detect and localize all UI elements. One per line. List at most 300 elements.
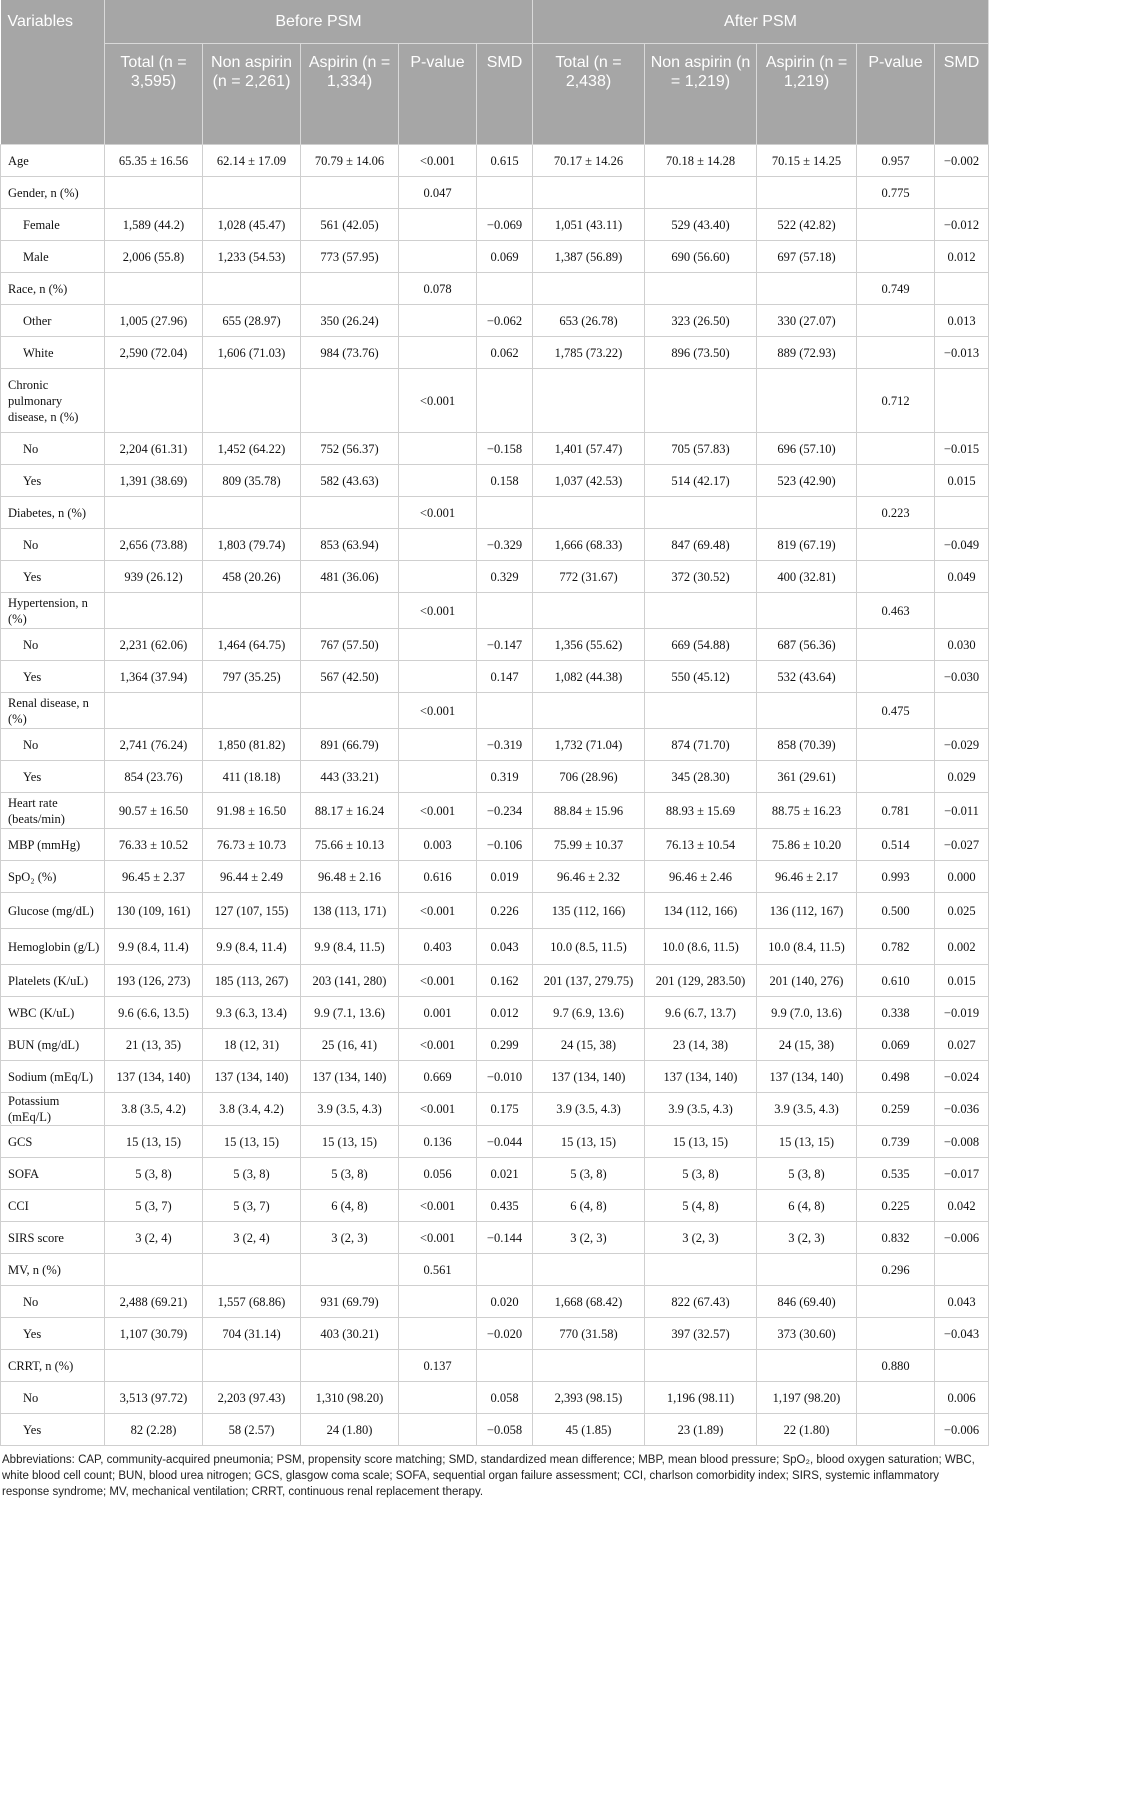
before-smd-cell: −0.010 [477,1061,533,1093]
before-total-cell: 130 (109, 161) [105,893,203,929]
after-total-cell: 88.84 ± 15.96 [533,793,645,829]
after-non-aspirin-cell: 137 (134, 140) [645,1061,757,1093]
after-aspirin-cell: 373 (30.60) [757,1318,857,1350]
row-label: Potassium (mEq/L) [1,1093,105,1126]
after-aspirin-cell: 532 (43.64) [757,661,857,693]
after-p-value-cell: 0.463 [857,593,935,629]
before-non-aspirin-cell [203,1254,301,1286]
row-label: Male [1,241,105,273]
before-smd-cell: 0.020 [477,1286,533,1318]
before-smd-cell: 0.319 [477,761,533,793]
after-p-value-cell [857,1414,935,1446]
after-smd-cell: −0.006 [935,1414,989,1446]
table-row [1,1222,989,1254]
after-p-value-cell: 0.475 [857,693,935,729]
before-p-value-cell [399,729,477,761]
after-smd-cell: 0.015 [935,965,989,997]
after-smd-cell [935,1254,989,1286]
before-aspirin-cell [301,593,399,629]
before-p-value-cell: 0.137 [399,1350,477,1382]
after-non-aspirin-cell [645,1254,757,1286]
before-p-value-cell [399,629,477,661]
row-label: BUN (mg/dL) [1,1029,105,1061]
table-row [1,893,989,929]
before-non-aspirin-cell: 1,452 (64.22) [203,433,301,465]
before-aspirin-cell: 25 (16, 41) [301,1029,399,1061]
before-total-cell [105,1254,203,1286]
after-p-value-cell [857,629,935,661]
after-aspirin-cell: 24 (15, 38) [757,1029,857,1061]
before-smd-cell: 0.175 [477,1093,533,1126]
table-row [1,1414,989,1446]
before-p-value-cell [399,337,477,369]
before-aspirin-cell: 350 (26.24) [301,305,399,337]
header-variables: Variables [1,0,105,145]
before-p-value-cell: <0.001 [399,1093,477,1126]
table-row [1,1158,989,1190]
before-p-value-cell [399,1414,477,1446]
after-smd-cell: −0.015 [935,433,989,465]
after-p-value-cell [857,305,935,337]
before-non-aspirin-cell [203,273,301,305]
row-label: Renal disease, n (%) [1,693,105,729]
after-aspirin-cell [757,177,857,209]
before-non-aspirin-cell: 96.44 ± 2.49 [203,861,301,893]
before-aspirin-cell: 891 (66.79) [301,729,399,761]
before-non-aspirin-cell: 15 (13, 15) [203,1126,301,1158]
before-aspirin-cell: 9.9 (7.1, 13.6) [301,997,399,1029]
after-p-value-cell: 0.957 [857,145,935,177]
table-row [1,593,989,629]
row-label: Yes [1,1414,105,1446]
after-total-cell: 24 (15, 38) [533,1029,645,1061]
after-p-value-cell: 0.069 [857,1029,935,1061]
row-label: SOFA [1,1158,105,1190]
before-aspirin-cell: 6 (4, 8) [301,1190,399,1222]
after-smd-cell: −0.011 [935,793,989,829]
after-p-value-cell [857,729,935,761]
before-aspirin-cell: 582 (43.63) [301,465,399,497]
before-smd-cell: −0.020 [477,1318,533,1350]
after-smd-cell [935,497,989,529]
table-row [1,337,989,369]
after-aspirin-cell: 22 (1.80) [757,1414,857,1446]
after-p-value-cell [857,241,935,273]
after-non-aspirin-cell [645,593,757,629]
after-non-aspirin-cell: 529 (43.40) [645,209,757,241]
after-total-cell: 135 (112, 166) [533,893,645,929]
after-total-cell [533,369,645,433]
after-non-aspirin-cell [645,693,757,729]
header-after-non-aspirin: Non aspirin (n = 1,219) [645,44,757,145]
after-p-value-cell [857,1382,935,1414]
before-p-value-cell: <0.001 [399,369,477,433]
after-non-aspirin-cell: 3 (2, 3) [645,1222,757,1254]
after-non-aspirin-cell: 372 (30.52) [645,561,757,593]
before-total-cell: 2,741 (76.24) [105,729,203,761]
before-smd-cell: −0.329 [477,529,533,561]
after-total-cell: 1,401 (57.47) [533,433,645,465]
before-non-aspirin-cell: 655 (28.97) [203,305,301,337]
after-smd-cell: 0.043 [935,1286,989,1318]
after-non-aspirin-cell: 705 (57.83) [645,433,757,465]
before-p-value-cell: <0.001 [399,793,477,829]
before-smd-cell: 0.012 [477,997,533,1029]
after-non-aspirin-cell [645,177,757,209]
before-p-value-cell: 0.669 [399,1061,477,1093]
before-non-aspirin-cell: 9.3 (6.3, 13.4) [203,997,301,1029]
before-p-value-cell: <0.001 [399,1029,477,1061]
after-non-aspirin-cell: 1,196 (98.11) [645,1382,757,1414]
after-total-cell [533,593,645,629]
after-p-value-cell: 0.782 [857,929,935,965]
after-total-cell: 1,668 (68.42) [533,1286,645,1318]
after-aspirin-cell: 96.46 ± 2.17 [757,861,857,893]
before-non-aspirin-cell [203,693,301,729]
before-p-value-cell: <0.001 [399,965,477,997]
after-non-aspirin-cell: 10.0 (8.6, 11.5) [645,929,757,965]
after-non-aspirin-cell: 9.6 (6.7, 13.7) [645,997,757,1029]
after-total-cell: 3.9 (3.5, 4.3) [533,1093,645,1126]
after-smd-cell: −0.030 [935,661,989,693]
before-aspirin-cell: 567 (42.50) [301,661,399,693]
before-total-cell: 96.45 ± 2.37 [105,861,203,893]
before-aspirin-cell: 88.17 ± 16.24 [301,793,399,829]
before-smd-cell: 0.299 [477,1029,533,1061]
table-footnote: Abbreviations: CAP, community-acquired pneumonia; PSM, propensity score matching; SMD, standardized mean difference; MBP, mean blood pressure; SpO₂, blood oxygen saturation; WBC, white blood cell count; BUN, blood urea nitrogen; GCS, glasgow coma scale; SOFA, sequential organ failure assessment; CCI, charlson comorbidity index; SIRS, systemic inflammatory response syndrome; MV, mechanical ventilation; CRRT, continuous renal replacement therapy. [2,1454,975,1498]
after-non-aspirin-cell: 5 (4, 8) [645,1190,757,1222]
after-non-aspirin-cell: 550 (45.12) [645,661,757,693]
after-aspirin-cell: 1,197 (98.20) [757,1382,857,1414]
before-aspirin-cell: 931 (69.79) [301,1286,399,1318]
after-non-aspirin-cell [645,273,757,305]
row-label: Hemoglobin (g/L) [1,929,105,965]
before-smd-cell: 0.329 [477,561,533,593]
after-total-cell [533,693,645,729]
before-total-cell: 2,231 (62.06) [105,629,203,661]
after-p-value-cell: 0.296 [857,1254,935,1286]
before-smd-cell: 0.435 [477,1190,533,1222]
before-non-aspirin-cell [203,177,301,209]
before-aspirin-cell [301,1350,399,1382]
after-p-value-cell: 0.500 [857,893,935,929]
table-row [1,529,989,561]
row-label: Other [1,305,105,337]
after-p-value-cell: 0.712 [857,369,935,433]
after-smd-cell: 0.006 [935,1382,989,1414]
after-smd-cell: −0.006 [935,1222,989,1254]
before-total-cell: 82 (2.28) [105,1414,203,1446]
before-p-value-cell [399,465,477,497]
row-label: Heart rate (beats/min) [1,793,105,829]
before-aspirin-cell: 70.79 ± 14.06 [301,145,399,177]
before-smd-cell: 0.058 [477,1382,533,1414]
after-smd-cell: −0.029 [935,729,989,761]
before-p-value-cell: 0.616 [399,861,477,893]
after-non-aspirin-cell: 669 (54.88) [645,629,757,661]
after-aspirin-cell: 696 (57.10) [757,433,857,465]
before-non-aspirin-cell: 1,606 (71.03) [203,337,301,369]
after-p-value-cell: 0.610 [857,965,935,997]
after-aspirin-cell [757,1350,857,1382]
table-row [1,497,989,529]
table-row [1,1254,989,1286]
before-total-cell: 2,488 (69.21) [105,1286,203,1318]
before-aspirin-cell: 3.9 (3.5, 4.3) [301,1093,399,1126]
after-non-aspirin-cell: 397 (32.57) [645,1318,757,1350]
row-label: Glucose (mg/dL) [1,893,105,929]
table-row [1,997,989,1029]
table-row [1,1061,989,1093]
before-total-cell: 137 (134, 140) [105,1061,203,1093]
after-p-value-cell: 0.535 [857,1158,935,1190]
after-non-aspirin-cell: 874 (71.70) [645,729,757,761]
after-aspirin-cell [757,1254,857,1286]
before-p-value-cell: <0.001 [399,893,477,929]
before-non-aspirin-cell: 1,233 (54.53) [203,241,301,273]
after-total-cell: 15 (13, 15) [533,1126,645,1158]
after-total-cell: 1,732 (71.04) [533,729,645,761]
after-smd-cell: −0.049 [935,529,989,561]
after-smd-cell: −0.013 [935,337,989,369]
before-smd-cell: −0.234 [477,793,533,829]
table-row [1,1382,989,1414]
table-row [1,1093,989,1126]
before-p-value-cell: <0.001 [399,497,477,529]
after-total-cell: 1,051 (43.11) [533,209,645,241]
after-non-aspirin-cell: 323 (26.50) [645,305,757,337]
before-p-value-cell [399,661,477,693]
after-non-aspirin-cell: 514 (42.17) [645,465,757,497]
after-non-aspirin-cell: 847 (69.48) [645,529,757,561]
before-non-aspirin-cell: 5 (3, 8) [203,1158,301,1190]
before-smd-cell: 0.019 [477,861,533,893]
table-row [1,629,989,661]
after-p-value-cell [857,209,935,241]
after-aspirin-cell: 136 (112, 167) [757,893,857,929]
before-total-cell [105,1350,203,1382]
before-aspirin-cell [301,1254,399,1286]
after-p-value-cell: 0.749 [857,273,935,305]
after-p-value-cell: 0.498 [857,1061,935,1093]
after-non-aspirin-cell [645,369,757,433]
row-label: CCI [1,1190,105,1222]
table-row [1,829,989,861]
table-row [1,1350,989,1382]
before-non-aspirin-cell: 185 (113, 267) [203,965,301,997]
after-p-value-cell: 0.225 [857,1190,935,1222]
before-smd-cell: 0.158 [477,465,533,497]
before-non-aspirin-cell: 458 (20.26) [203,561,301,593]
before-smd-cell: −0.062 [477,305,533,337]
row-label: Yes [1,465,105,497]
after-total-cell: 2,393 (98.15) [533,1382,645,1414]
before-aspirin-cell: 853 (63.94) [301,529,399,561]
header-after-smd: SMD [935,44,989,145]
before-p-value-cell: <0.001 [399,593,477,629]
before-total-cell: 3,513 (97.72) [105,1382,203,1414]
after-non-aspirin-cell: 15 (13, 15) [645,1126,757,1158]
before-aspirin-cell: 984 (73.76) [301,337,399,369]
before-non-aspirin-cell: 5 (3, 7) [203,1190,301,1222]
before-total-cell: 3 (2, 4) [105,1222,203,1254]
after-smd-cell [935,369,989,433]
after-non-aspirin-cell: 5 (3, 8) [645,1158,757,1190]
after-p-value-cell [857,1318,935,1350]
after-smd-cell: 0.000 [935,861,989,893]
row-label: Platelets (K/uL) [1,965,105,997]
after-aspirin-cell [757,369,857,433]
before-non-aspirin-cell: 809 (35.78) [203,465,301,497]
table-row [1,861,989,893]
before-total-cell: 5 (3, 7) [105,1190,203,1222]
row-label: Gender, n (%) [1,177,105,209]
row-label: Sodium (mEq/L) [1,1061,105,1093]
before-aspirin-cell: 443 (33.21) [301,761,399,793]
before-smd-cell [477,1350,533,1382]
before-p-value-cell [399,1382,477,1414]
before-p-value-cell: <0.001 [399,1190,477,1222]
before-total-cell: 1,364 (37.94) [105,661,203,693]
table-row [1,661,989,693]
after-aspirin-cell: 5 (3, 8) [757,1158,857,1190]
after-non-aspirin-cell: 345 (28.30) [645,761,757,793]
before-non-aspirin-cell [203,593,301,629]
after-smd-cell: −0.024 [935,1061,989,1093]
before-smd-cell [477,369,533,433]
after-aspirin-cell: 88.75 ± 16.23 [757,793,857,829]
after-smd-cell: 0.027 [935,1029,989,1061]
header-row-columns [1,44,989,145]
before-smd-cell: 0.021 [477,1158,533,1190]
after-total-cell: 1,356 (55.62) [533,629,645,661]
after-aspirin-cell: 9.9 (7.0, 13.6) [757,997,857,1029]
before-p-value-cell [399,761,477,793]
before-total-cell: 2,204 (61.31) [105,433,203,465]
before-total-cell: 5 (3, 8) [105,1158,203,1190]
before-non-aspirin-cell: 797 (35.25) [203,661,301,693]
after-smd-cell: 0.012 [935,241,989,273]
after-aspirin-cell: 3.9 (3.5, 4.3) [757,1093,857,1126]
after-non-aspirin-cell [645,497,757,529]
after-total-cell: 1,387 (56.89) [533,241,645,273]
after-smd-cell: 0.042 [935,1190,989,1222]
before-aspirin-cell: 9.9 (8.4, 11.5) [301,929,399,965]
after-p-value-cell: 0.832 [857,1222,935,1254]
after-non-aspirin-cell: 201 (129, 283.50) [645,965,757,997]
before-total-cell [105,497,203,529]
table-row [1,793,989,829]
before-p-value-cell [399,209,477,241]
after-aspirin-cell [757,273,857,305]
after-p-value-cell [857,465,935,497]
before-smd-cell: 0.147 [477,661,533,693]
after-smd-cell: 0.049 [935,561,989,593]
header-row-groups [1,0,989,44]
before-smd-cell: 0.062 [477,337,533,369]
before-smd-cell [477,177,533,209]
table-row [1,465,989,497]
before-smd-cell: −0.147 [477,629,533,661]
row-label: SpO₂ (%) [1,861,105,893]
after-total-cell: 75.99 ± 10.37 [533,829,645,861]
before-aspirin-cell: 752 (56.37) [301,433,399,465]
after-non-aspirin-cell: 896 (73.50) [645,337,757,369]
row-label: WBC (K/uL) [1,997,105,1029]
before-non-aspirin-cell: 2,203 (97.43) [203,1382,301,1414]
table-row [1,929,989,965]
before-p-value-cell [399,1318,477,1350]
after-aspirin-cell [757,593,857,629]
before-p-value-cell [399,561,477,593]
before-non-aspirin-cell: 1,028 (45.47) [203,209,301,241]
after-p-value-cell: 0.775 [857,177,935,209]
before-aspirin-cell: 3 (2, 3) [301,1222,399,1254]
before-aspirin-cell: 15 (13, 15) [301,1126,399,1158]
before-p-value-cell: <0.001 [399,693,477,729]
before-aspirin-cell: 138 (113, 171) [301,893,399,929]
before-non-aspirin-cell: 411 (18.18) [203,761,301,793]
row-label: GCS [1,1126,105,1158]
after-non-aspirin-cell: 96.46 ± 2.46 [645,861,757,893]
table-row [1,1318,989,1350]
after-total-cell: 137 (134, 140) [533,1061,645,1093]
table-row [1,561,989,593]
before-total-cell: 854 (23.76) [105,761,203,793]
header-after-psm: After PSM [533,0,989,44]
after-aspirin-cell: 697 (57.18) [757,241,857,273]
before-aspirin-cell [301,177,399,209]
before-total-cell: 2,006 (55.8) [105,241,203,273]
header-after-aspirin: Aspirin (n = 1,219) [757,44,857,145]
after-smd-cell: 0.002 [935,929,989,965]
before-p-value-cell [399,529,477,561]
after-aspirin-cell: 400 (32.81) [757,561,857,593]
before-smd-cell: −0.058 [477,1414,533,1446]
before-aspirin-cell: 561 (42.05) [301,209,399,241]
before-p-value-cell [399,433,477,465]
after-non-aspirin-cell [645,1350,757,1382]
before-non-aspirin-cell: 91.98 ± 16.50 [203,793,301,829]
before-aspirin-cell: 1,310 (98.20) [301,1382,399,1414]
row-label: Yes [1,561,105,593]
before-total-cell: 9.9 (8.4, 11.4) [105,929,203,965]
row-label: No [1,629,105,661]
after-aspirin-cell: 819 (67.19) [757,529,857,561]
after-non-aspirin-cell: 70.18 ± 14.28 [645,145,757,177]
row-label: Race, n (%) [1,273,105,305]
after-aspirin-cell [757,497,857,529]
before-total-cell [105,177,203,209]
after-aspirin-cell: 201 (140, 276) [757,965,857,997]
header-before-p-value: P-value [399,44,477,145]
after-total-cell: 1,037 (42.53) [533,465,645,497]
before-total-cell: 76.33 ± 10.52 [105,829,203,861]
before-smd-cell: −0.144 [477,1222,533,1254]
after-aspirin-cell [757,693,857,729]
after-p-value-cell: 0.338 [857,997,935,1029]
after-p-value-cell: 0.739 [857,1126,935,1158]
after-p-value-cell [857,529,935,561]
after-aspirin-cell: 70.15 ± 14.25 [757,145,857,177]
header-after-p-value: P-value [857,44,935,145]
before-aspirin-cell [301,273,399,305]
row-label: White [1,337,105,369]
before-p-value-cell: 0.136 [399,1126,477,1158]
before-non-aspirin-cell: 58 (2.57) [203,1414,301,1446]
after-total-cell: 770 (31.58) [533,1318,645,1350]
row-label: No [1,433,105,465]
